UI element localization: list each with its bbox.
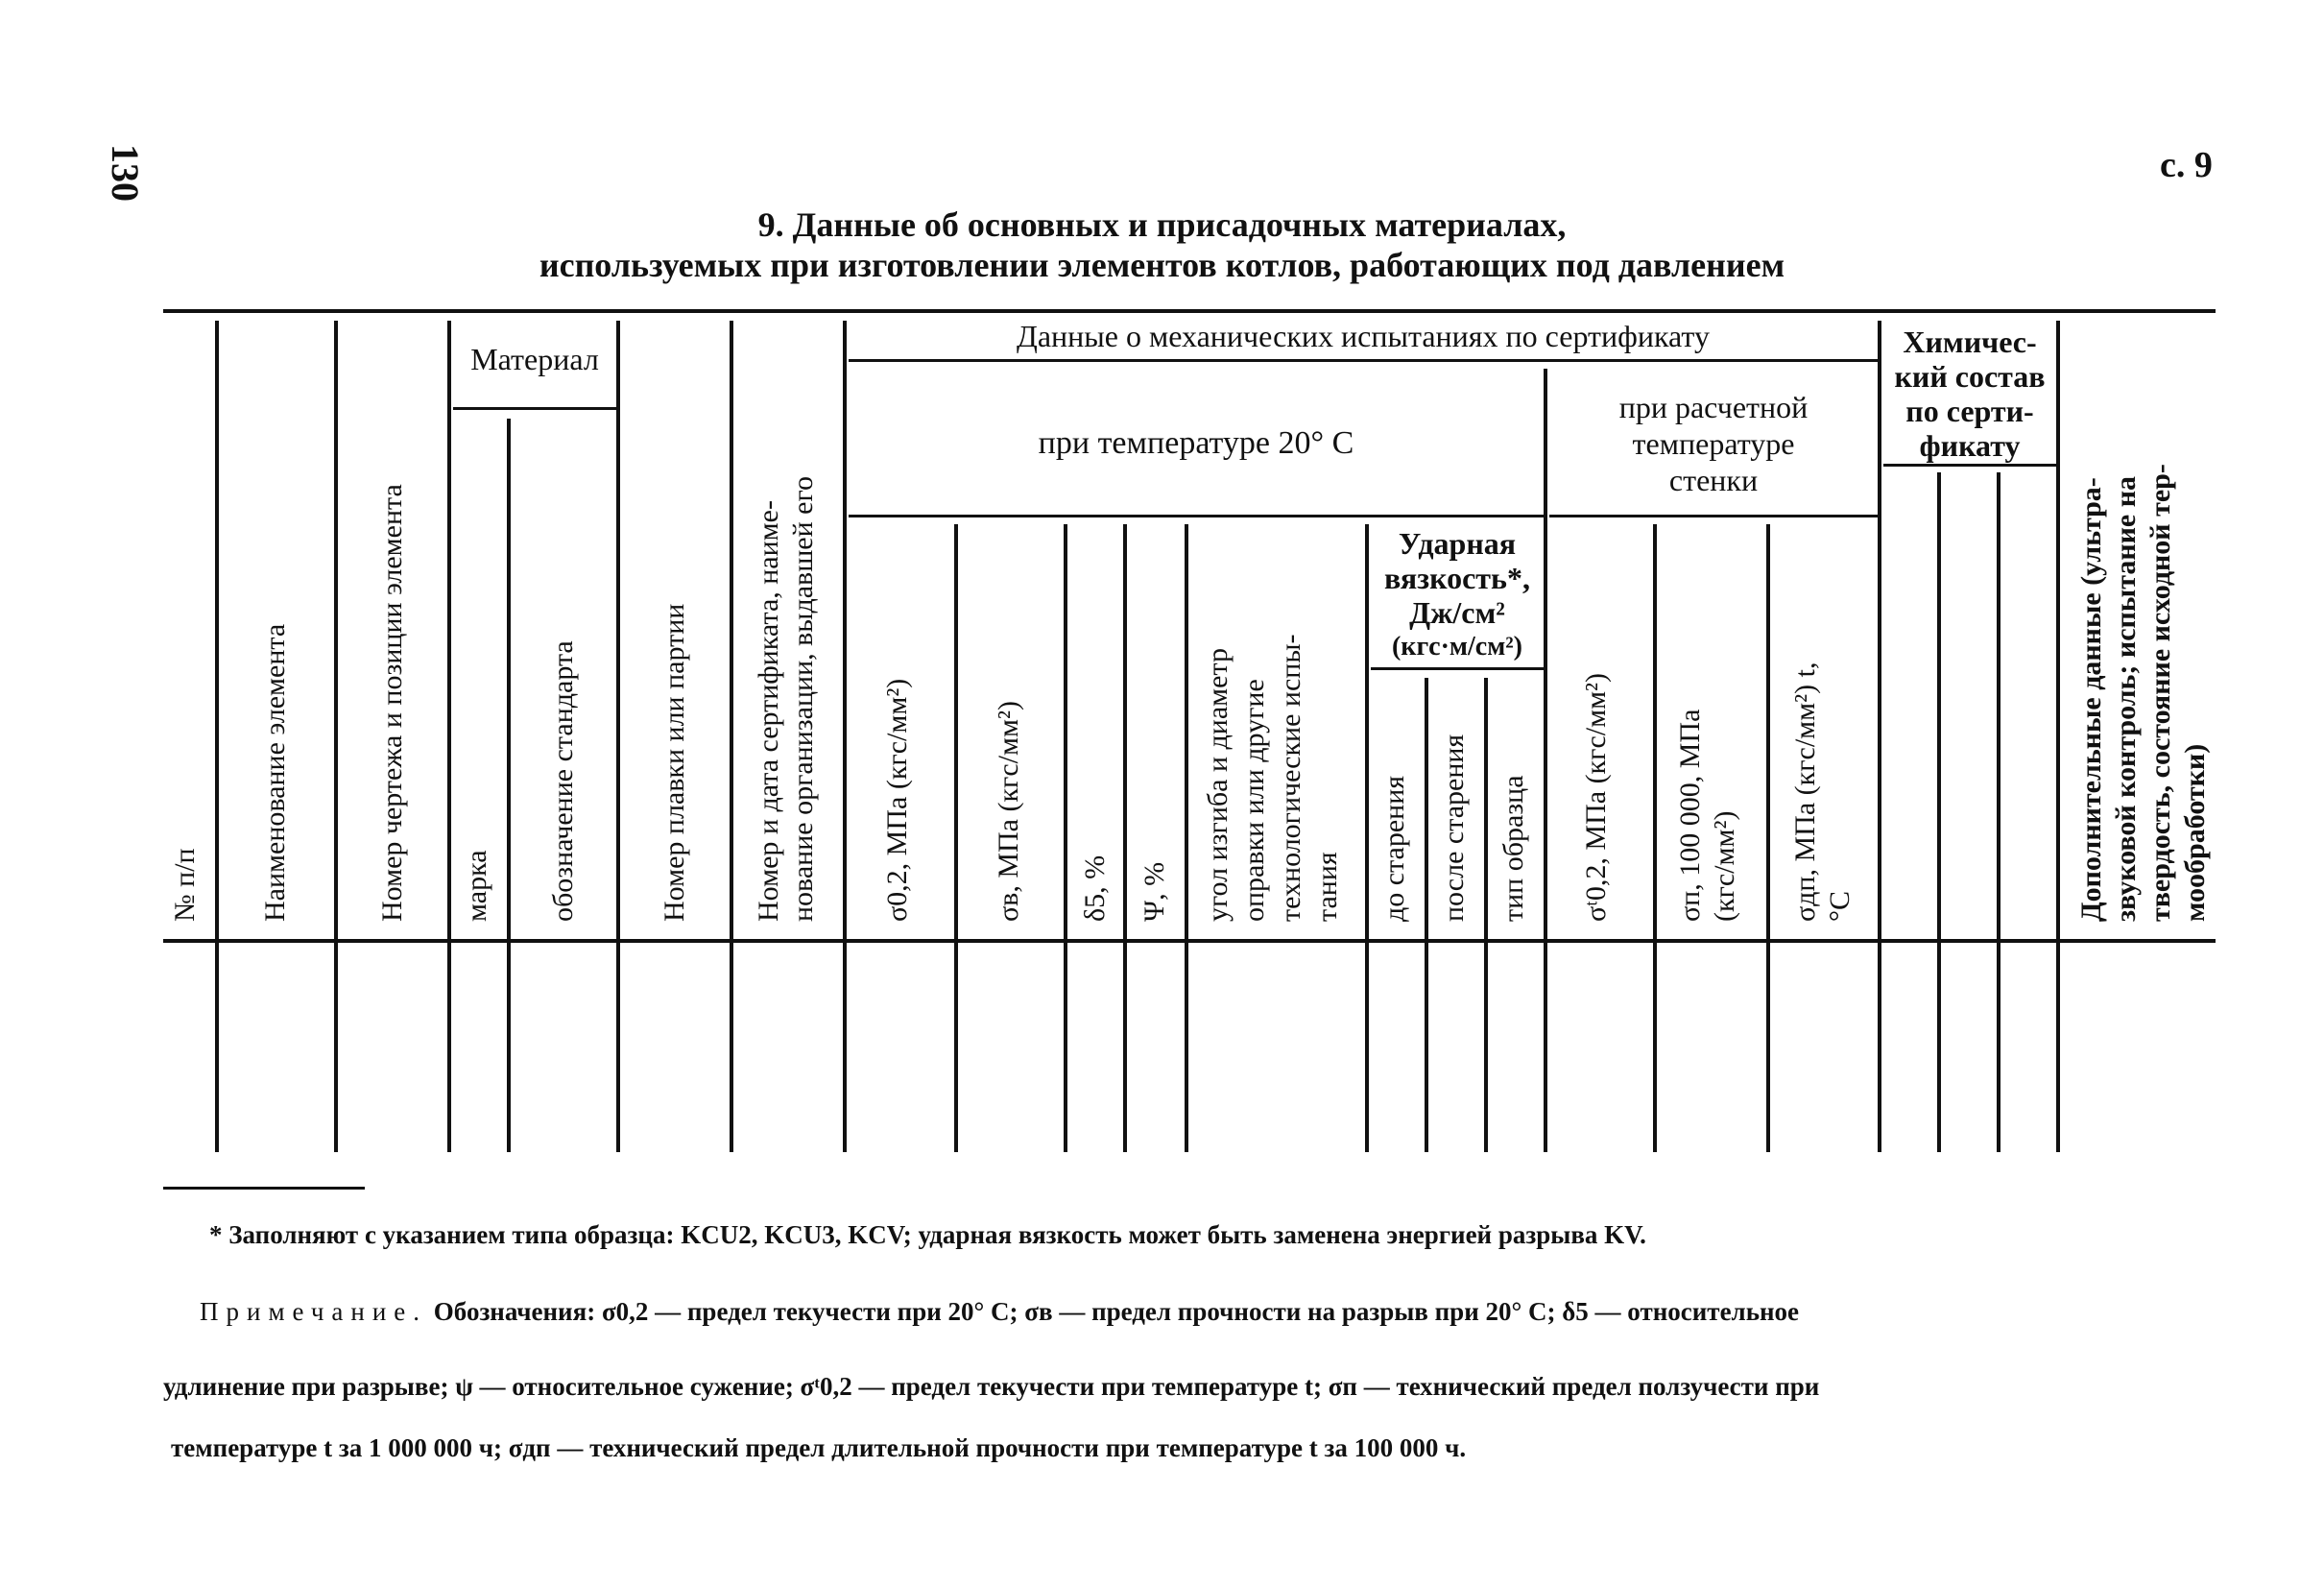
col-certificate-header-line1: Номер и дата сертификата, наиме- <box>753 500 784 922</box>
col-additional-header-line3: твердость, состояние исходной тер- <box>2144 464 2176 922</box>
note-line1 <box>200 1296 1799 1327</box>
col-rule <box>843 321 847 1152</box>
chem-header-line2: кий состав <box>1894 359 2046 394</box>
mech-20c-header: при температуре 20° С <box>1038 425 1354 461</box>
col-sigmav-header: σв, МПа (кгс/мм²) <box>993 701 1024 922</box>
col-element-name-header: Наименование элемента <box>259 623 291 922</box>
col-rule <box>1997 472 2001 1152</box>
material-group-header: Материал <box>470 342 599 376</box>
table-title-line1: 9. Данные об основных и присадочных материалах, <box>757 205 1567 244</box>
col-rule <box>1484 678 1488 1152</box>
table-top-rule <box>163 309 2216 313</box>
note-text-line1: Обозначения: σ0,2 — предел текучести при 20° С; σв — предел прочности на разрыв при 20° С; δ5 — относительное <box>433 1297 1800 1326</box>
col-additional-header-line2: звуковой контроль; испытание на <box>2110 476 2142 922</box>
note-line3: температуре t за 1 000 000 ч; σдп — технический предел длительной прочности при температуре t за 100 000 ч. <box>171 1433 1467 1462</box>
col-sigma-p-header-line1: σп, 100 000, МПа <box>1674 709 1706 922</box>
col-additional-header-line4: мообработки) <box>2179 743 2211 922</box>
col-rule <box>1365 524 1369 1152</box>
col-sample-type-header: тип образца <box>1497 775 1529 922</box>
col-delta5-header: δ5, % <box>1079 854 1111 922</box>
mech-20c-rule <box>849 515 1544 517</box>
page-number: 130 <box>104 144 147 202</box>
col-rule <box>2056 321 2060 1152</box>
col-rule <box>1123 524 1127 1152</box>
col-sigma-dp-header-line1: σдп, МПа (кгс/мм²) t, <box>1789 662 1821 922</box>
col-rule <box>507 419 511 1152</box>
col-rule <box>447 321 451 1152</box>
col-bend-header-line4: тания <box>1311 852 1343 922</box>
design-temp-header-line1: при расчетной <box>1618 390 1809 424</box>
col-rule <box>1185 524 1188 1152</box>
col-rule <box>1653 524 1657 1152</box>
col-rule <box>1064 524 1067 1152</box>
col-sigma02-header: σ0,2, МПа (кгс/мм²) <box>881 678 913 922</box>
col-rule <box>954 524 958 1152</box>
col-rule <box>1544 369 1547 1152</box>
col-certificate-header-line2: нование организации, выдавшей его <box>787 475 819 922</box>
col-rule <box>1937 472 1941 1152</box>
chem-header-line3: по серти- <box>1905 394 2034 428</box>
design-temp-rule <box>1549 515 1878 517</box>
col-sigma-dp-header-line2: °С <box>1824 890 1856 922</box>
table-header-bottom-rule <box>163 939 2216 943</box>
col-sigma-p-header-line2: (кгс/мм²) <box>1709 810 1740 922</box>
col-rule <box>1425 678 1428 1152</box>
impact-subgroup-rule <box>1371 667 1544 670</box>
col-bend-header-line1: угол изгиба и диаметр <box>1202 648 1234 922</box>
note-line2: удлинение при разрыве; ψ — относительное сужение; σᵗ0,2 — предел текучести при температуре t; σп — технический предел ползучести при <box>163 1372 1820 1401</box>
col-bend-header-line2: оправки или другие <box>1238 679 1270 922</box>
mech-group-rule <box>849 359 1878 362</box>
mech-group-header: Данные о механических испытаниях по сертификату <box>1017 319 1710 353</box>
col-rule <box>730 321 733 1152</box>
col-sigma-t02-header: σᵗ0,2, МПа (кгс/мм²) <box>1580 672 1612 922</box>
col-drawing-header: Номер чертежа и позиции элемента <box>376 484 408 922</box>
col-rule <box>616 321 620 1152</box>
chem-group-rule <box>1883 464 2056 467</box>
col-additional-header-line1: Дополнительные данные (ультра- <box>2075 477 2107 922</box>
col-bend-header-line3: технологические испы- <box>1275 634 1306 922</box>
col-standard-header: обозначение стандарта <box>547 640 579 922</box>
design-temp-header-line2: температуре <box>1632 426 1795 461</box>
impact-header-line2: вязкость*, <box>1384 561 1530 595</box>
col-after-aging-header: после старения <box>1438 734 1470 922</box>
col-grade-header: марка <box>461 850 492 922</box>
col-melt-header: Номер плавки или партии <box>659 603 690 922</box>
chem-header-line1: Химичес- <box>1903 325 2037 359</box>
footnote: * Заполняют с указанием типа образца: KCU2, KCU3, KCV; ударная вязкость может быть заменена энергией разрыва KV. <box>209 1220 1646 1249</box>
impact-header-line1: Ударная <box>1398 526 1517 561</box>
chem-header-line4: фикату <box>1919 428 2021 463</box>
col-number-header: № п/п <box>169 848 201 922</box>
note-label: Примечание. <box>200 1297 428 1326</box>
col-rule <box>1766 524 1770 1152</box>
table-title-line2: используемых при изготовлении элементов котлов, работающих под давлением <box>539 246 1785 284</box>
footnote-separator <box>163 1187 365 1190</box>
design-temp-header-line3: стенки <box>1668 463 1759 497</box>
material-group-rule <box>453 407 618 410</box>
section-label: с. 9 <box>2160 145 2213 185</box>
col-rule <box>215 321 219 1152</box>
col-rule <box>334 321 338 1152</box>
col-psi-header: Ψ, % <box>1138 861 1170 922</box>
col-before-aging-header: до старения <box>1378 775 1410 922</box>
col-rule <box>1878 321 1881 1152</box>
impact-header-line4: (кгс·м/см²) <box>1391 632 1522 662</box>
impact-header-line3: Дж/см² <box>1409 595 1505 630</box>
